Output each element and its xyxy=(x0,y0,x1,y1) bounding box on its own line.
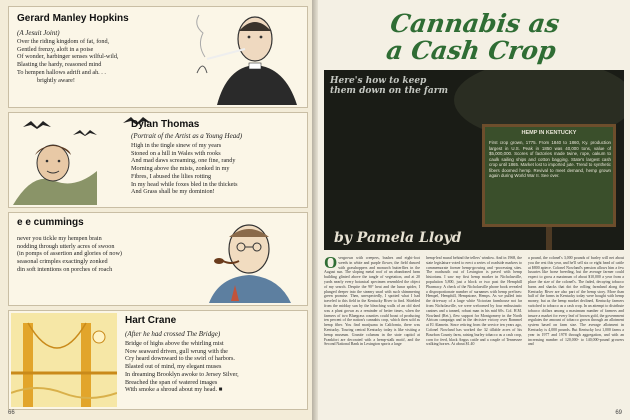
hemp-marker-photo xyxy=(324,70,624,250)
poem-line: Breached the span of watered images xyxy=(125,378,218,386)
article-byline: by Pamela Lloyd xyxy=(334,230,462,246)
cummings-panel xyxy=(8,212,308,306)
headline-line: a Cash Crop xyxy=(384,36,558,65)
poet-name: e e cummings xyxy=(17,217,84,228)
poet-name: Dylan Thomas xyxy=(131,119,200,130)
poem-line: Blasted out of mind, my elegant muses xyxy=(125,363,222,371)
column-text: vergrown with creepers, bushes and eight-foot weeds in white and purple flower, the field danced with grasshoppers and monarch butterflies in the August sun. The sloping metal roof of an abandoned farm building glinted above the tangle of vegetation, and at 20 yards nearly every botanical specimen resembled the object of my search. Despite the 90° heat and the lunar spider, I plunged deeper into the steamy snarl with such shimmering green promise. Then, unexpectedly, I spotted what I had traveled to this field in the Kentucky River to find. Shielded from the midday sun by the bleaching walls of an old shed was a plant grown as a reminder of better times, when the farmers of two Bluegrass counties could boast of producing ten percent of the nation's cannabis crop, which then sold as hemp fiber. You find marijuana in California, there was Kentucky. Touring central Kentucky today is like visiting a hemp museum. Granite columns in the state capitol at Frankfort are decorated with a hemp-stalk motif, and the Second National Bank in Lexington sports a large xyxy=(324,256,420,347)
crane-bridge-illustration xyxy=(11,313,117,407)
article-column xyxy=(324,256,420,408)
crane-panel xyxy=(8,310,308,410)
cummings-poem xyxy=(17,235,122,274)
poem-line: brightly aware! xyxy=(37,76,75,84)
headline-line: Cannabis as xyxy=(388,9,562,38)
poem-line: Blasting the hardy, reasoned mind xyxy=(17,61,102,69)
poet-name: Gerard Manley Hopkins xyxy=(17,13,129,24)
poem-line: (in pomps of assertion and glories of now) xyxy=(17,250,122,258)
poem-line: High in the tingle sinew of my years xyxy=(131,142,222,149)
left-page xyxy=(0,0,312,420)
page-number: 69 xyxy=(615,410,622,416)
article-column: hemp-leaf mural behind the tellers' window. And in 1968, the state legislature voted to erect a series of roadside markers to commemorate former hemp-growing and -processing sites. The roadsouth out of Lexington is paved with hemp historians. I saw my first hemp marker in Nicholasville, population 5,800, just a block or two past the Hemphill Pharmacy. A check of the Nicholasville phone book revealed a disproportionate number of surnames with hemp prefixes: Hempel, Hemphill, Hempstone, Hemps. As we pulled into the driveway of a large white Victorian farmhouse not far from Nicholasville, we were welcomed by four enthusiastic canines and a tanned, robust man in his mid 60s. Col. H.M. Nowland (Ret.), flew support for Montgomery in the North African campaign and in the decisive victory over Rommel at El Alamein. Since retiring from the service ten years ago, Colonel Nowland has worked the 32 tillable acres of his Bourbon County farm, raising burley tobacco as a cash crop, corn for feed, black Angus cattle and a couple of Tennessee walking horses. At about $1.40 xyxy=(426,256,522,347)
thomas-poem xyxy=(131,142,238,196)
poem-line: Now seaward driven, gull wrung with the xyxy=(125,347,228,355)
article-headline xyxy=(318,10,630,64)
poem-line: Stoned on a hill in Wales with rooks xyxy=(131,149,221,157)
cummings-portrait-illustration xyxy=(179,215,305,303)
poem-line: And Grass shall be my dominion! xyxy=(131,188,215,196)
poem-line: din soft intentions on porches of roach xyxy=(17,265,113,273)
poem-line: Of wonder, harbinger senses wilful-wild, xyxy=(17,53,119,61)
poem-line: Fibres, I abused the lilies rotting xyxy=(131,172,212,180)
poem-line: In dreaming Brooklyn awoke to Jersey Silver, xyxy=(125,370,239,378)
historical-marker-sign xyxy=(482,124,616,227)
poem-line: Bridge of highs above the whirling mist xyxy=(125,340,224,347)
hopkins-poem xyxy=(17,38,118,84)
poem-title: (A Jesuit Joint) xyxy=(17,29,60,37)
article-column: a pound, the colonel's 3,000 pounds of burley will net about you the rest this year, and he'll sell six or eight head of cattle at $800 apiece. Colonel Nowland's pension allows him a few luxuries like horse breeding, but the average farmer could expect to gross a maximum of about $10,000 a year from a place the size of the colonel's. The faded, decaying tobacco barns and shacks that dot the rolling farmland along the Kentucky River are also part of the hemp story. More than half of the farms in Kentucky today were bought with hemp money, but as the hemp market declined, Kentucky farmers switched to tobacco as a cash crop. In an attempt to distribute tobacco dollars among a maximum number of farmers and insure a market for every leaf of brown gold, the government regulates the amount of tobacco grown through an allotment system based on farm size. The average allotment in Kentucky is 4,000 pounds. But Kentucky lost 1,000 farms a year in 1977 and 1978 through aggregation, and with an increasing number of 120,000- to 140,000-pound growers and xyxy=(528,256,624,347)
thomas-panel xyxy=(8,112,308,208)
poem-title: (Portrait of the Artist as a Young Head) xyxy=(131,132,243,140)
poem-line: Morning above the mists, zonked in my xyxy=(131,165,230,173)
right-page xyxy=(318,0,630,420)
poem-line: To hempen hallows adrift and ah. . . xyxy=(17,68,106,76)
article-deck: Here's how to keep them down on the farm xyxy=(330,76,449,96)
poem-line: With smoke a shroud about my head. ■ xyxy=(125,386,223,394)
poem-line: never you tickle my hempen brain xyxy=(17,235,102,242)
poem-line: In my head while foxes bled in the thickets xyxy=(131,180,238,188)
hopkins-portrait-illustration xyxy=(177,9,305,105)
poet-name: Hart Crane xyxy=(125,315,177,326)
poem-line: And mad daws screaming, one fine, randy xyxy=(131,157,236,165)
sign-text: First crop grown, 1775. From 1840 to 1860, Ky. production largest in U.S. Peak in 1850 was 40,000 tons, value of $5,000,000. Scores of factories made twine, rope, oakum to caulk sailing ships and cotton bagging. State's largest cash crop until 1865. Market lost to imported jute. Trend to synthetic fibers doomed hemp. Revival to meet demand, hemp grown again during World War II. See over. xyxy=(489,140,611,178)
poem-line: seasonal crimples exactingly zonked xyxy=(17,258,108,266)
poem-line: nodding through utterly acres of swoon xyxy=(17,242,115,250)
drop-cap: O xyxy=(324,256,338,272)
poem-line: Gentled frenzy, aloft in a poise xyxy=(17,45,94,53)
poem-line: Over the riding kingdom of fat, fond, xyxy=(17,38,110,45)
sign-title: HEMP IN KENTUCKY xyxy=(521,130,577,136)
poem-title: (After he had crossed The Bridge) xyxy=(125,330,221,338)
hopkins-panel xyxy=(8,6,308,108)
thomas-illustration xyxy=(13,141,97,205)
poem-line: Cry heard downward to the swirl of harbors. xyxy=(125,355,235,363)
page-number: 66 xyxy=(8,410,15,416)
crane-poem xyxy=(125,340,239,394)
